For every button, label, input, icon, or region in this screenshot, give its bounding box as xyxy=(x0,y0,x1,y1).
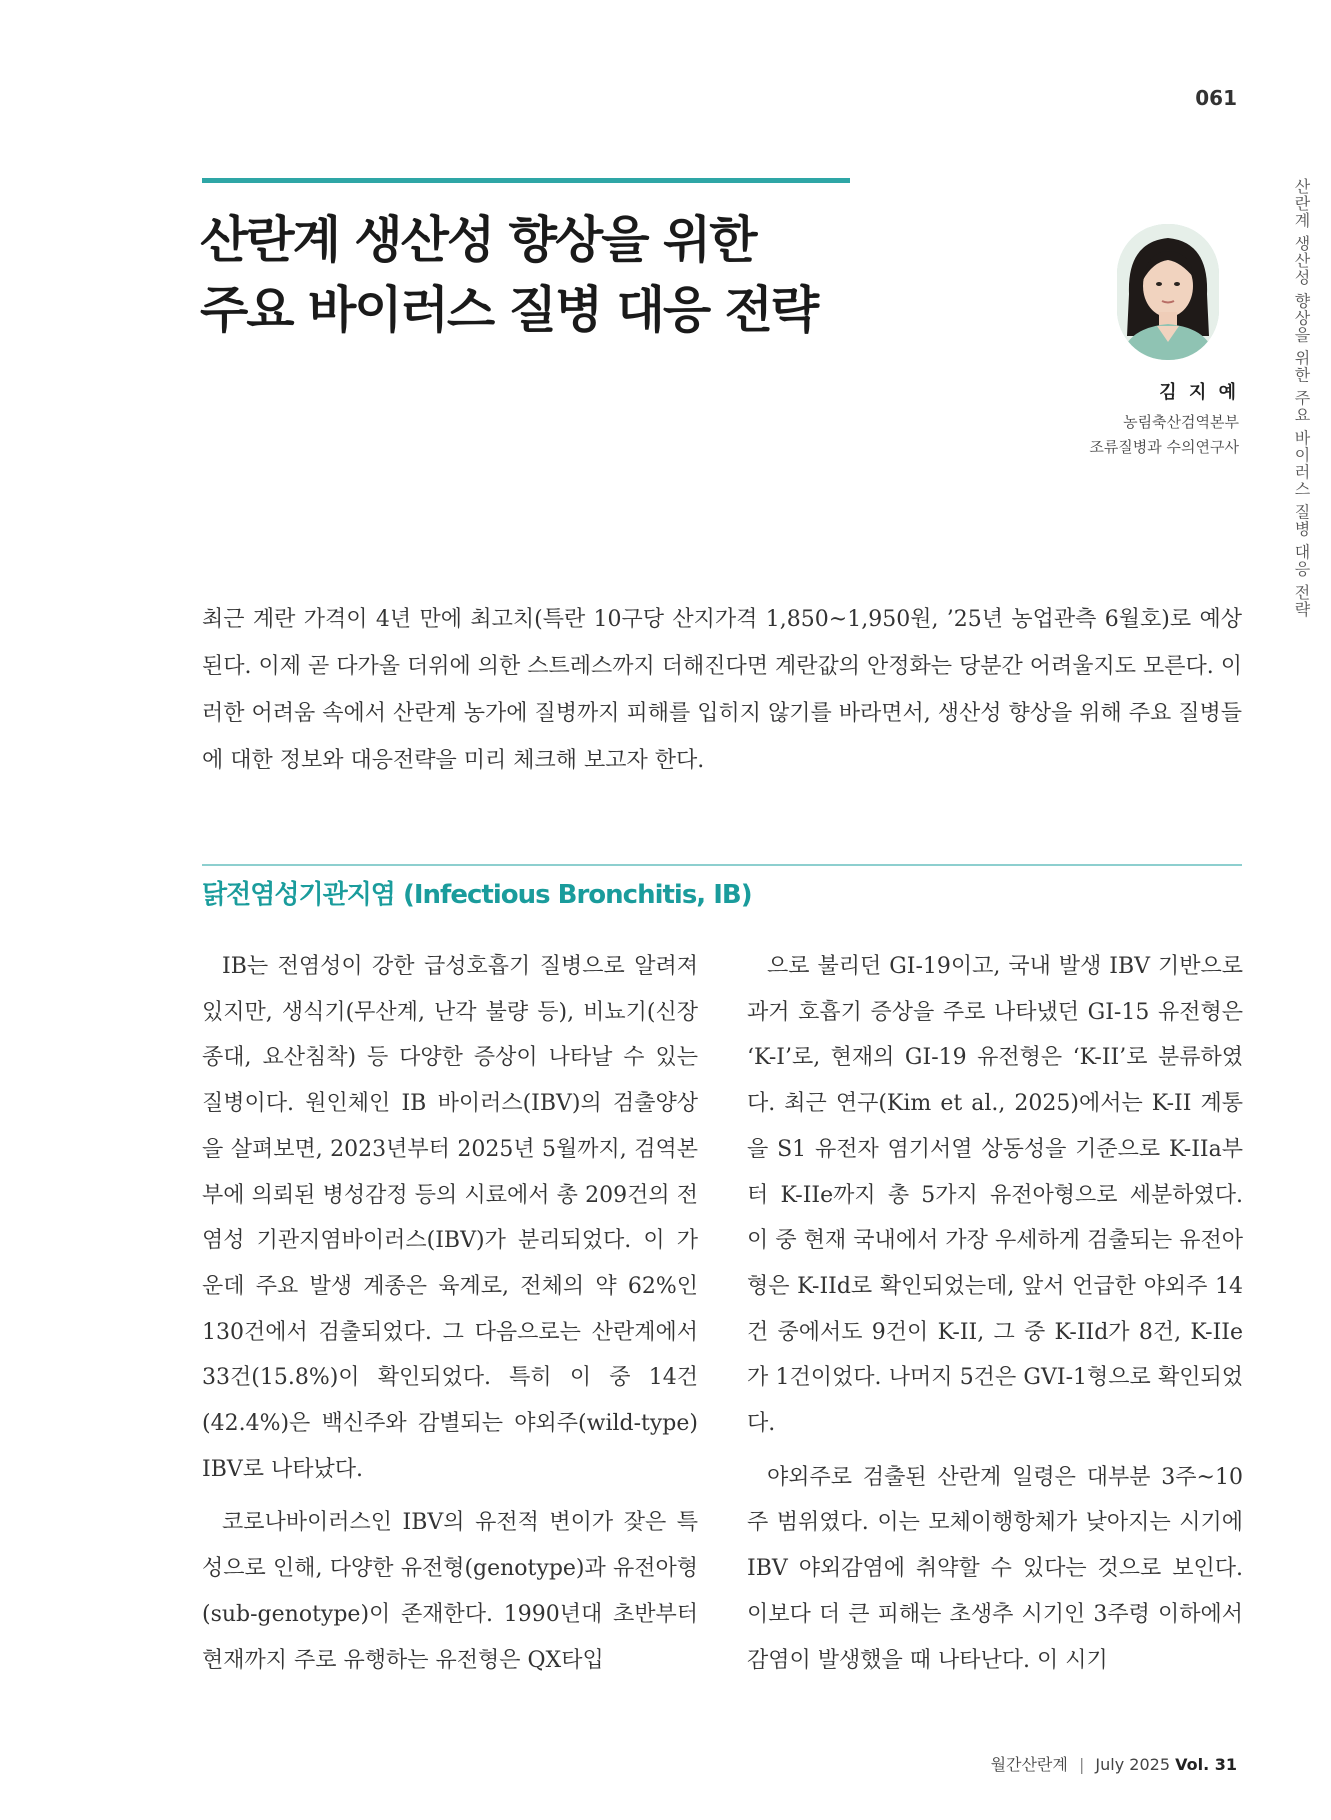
issue-date: July 2025 xyxy=(1095,1755,1170,1774)
body-column-right xyxy=(747,944,1243,1691)
issue-volume: Vol. 31 xyxy=(1175,1755,1237,1774)
body-paragraph: 으로 불리던 GI-19이고, 국내 발생 IBV 기반으로 과거 호흡기 증상을 주로 나타냈던 GI-15 유전형은 ‘K-I’로, 현재의 GI-19 유전형은 ‘K-II’로 분류하였다. 최근 연구(Kim et al., 2025)에서는 K-II 계통을 S1 유전자 염기서열 상동성을 기준으로 K-IIa부터 K-IIe까지 총 5가지 유전아형으로 세분하였다. 이 중 현재 국내에서 가장 우세하게 검출되는 유전아형은 K-IId로 확인되었는데, 앞서 언급한 야외주 14건 중에서도 9건이 K-II, 그 중 K-IId가 8건, K-IIe가 1건이었다. 나머지 5건은 GVI-1형으로 확인되었다. xyxy=(747,954,1243,1437)
article-title xyxy=(200,205,960,345)
author-name: 김 지 예 xyxy=(1159,382,1239,403)
body-column-left xyxy=(202,944,698,1691)
footer xyxy=(991,1752,1237,1775)
page-number: 061 xyxy=(1195,86,1237,110)
author-photo xyxy=(1117,224,1219,360)
magazine-name: 월간산란계 xyxy=(990,1755,1068,1774)
author-block xyxy=(1089,378,1239,460)
title-rule xyxy=(202,178,850,183)
footer-separator: | xyxy=(1078,1755,1085,1774)
intro-paragraph: 최근 계란 가격이 4년 만에 최고치(특란 10구당 산지가격 1,850~1,950원, ’25년 농업관측 6월호)로 예상된다. 이제 곧 다가올 더위에 의한 스트레스까지 더해진다면 계란값의 안정화는 당분간 어려울지도 모른다. 이러한 어려움 속에서 산란계 농가에 질병까지 피해를 입히지 않기를 바라면서, 생산성 향상을 위해 주요 질병들에 대한 정보와 대응전략을 미리 체크해 보고자 한다. xyxy=(202,607,1242,773)
body-paragraph: 코로나바이러스인 IBV의 유전적 변이가 잦은 특성으로 인해, 다양한 유전형(genotype)과 유전아형(sub-genotype)이 존재한다. 1990년대 초반부터 현재까지 주로 유행하는 유전형은 QX타입 xyxy=(202,1510,698,1673)
section-heading: 닭전염성기관지염 (Infectious Bronchitis, IB) xyxy=(202,880,752,910)
side-running-title: 산란계 생산성 향상을 위한 주요 바이러스 질병 대응 전략 xyxy=(1292,178,1311,618)
body-paragraph: 야외주로 검출된 산란계 일령은 대부분 3주~10주 범위였다. 이는 모체이행항체가 낮아지는 시기에 IBV 야외감염에 취약할 수 있다는 것으로 보인다. 이보다 더 큰 피해는 초생추 시기인 3주령 이하에서 감염이 발생했을 때 나타난다. 이 시기 xyxy=(747,1464,1243,1673)
section-rule xyxy=(202,864,1242,866)
author-affiliation: 농림축산검역본부 xyxy=(1123,413,1239,431)
title-line-1: 산란계 생산성 향상을 위한 xyxy=(200,211,756,269)
title-line-2: 주요 바이러스 질병 대응 전략 xyxy=(200,281,818,339)
body-paragraph: IB는 전염성이 강한 급성호흡기 질병으로 알려져 있지만, 생식기(무산계, 난각 불량 등), 비뇨기(신장종대, 요산침착) 등 다양한 증상이 나타날 수 있는 질병이다. 원인체인 IB 바이러스(IBV)의 검출양상을 살펴보면, 2023년부터 2025년 5월까지, 검역본부에 의뢰된 병성감정 등의 시료에서 총 209건의 전염성 기관지염바이러스(IBV)가 분리되었다. 이 가운데 주요 발생 계종은 육계로, 전체의 약 62%인 130건에서 검출되었다. 그 다음으로는 산란계에서 33건(15.8%)이 확인되었다. 특히 이 중 14건(42.4%)은 백신주와 감별되는 야외주(wild-type) IBV로 나타났다. xyxy=(202,954,698,1482)
author-position: 조류질병과 수의연구사 xyxy=(1089,438,1239,456)
